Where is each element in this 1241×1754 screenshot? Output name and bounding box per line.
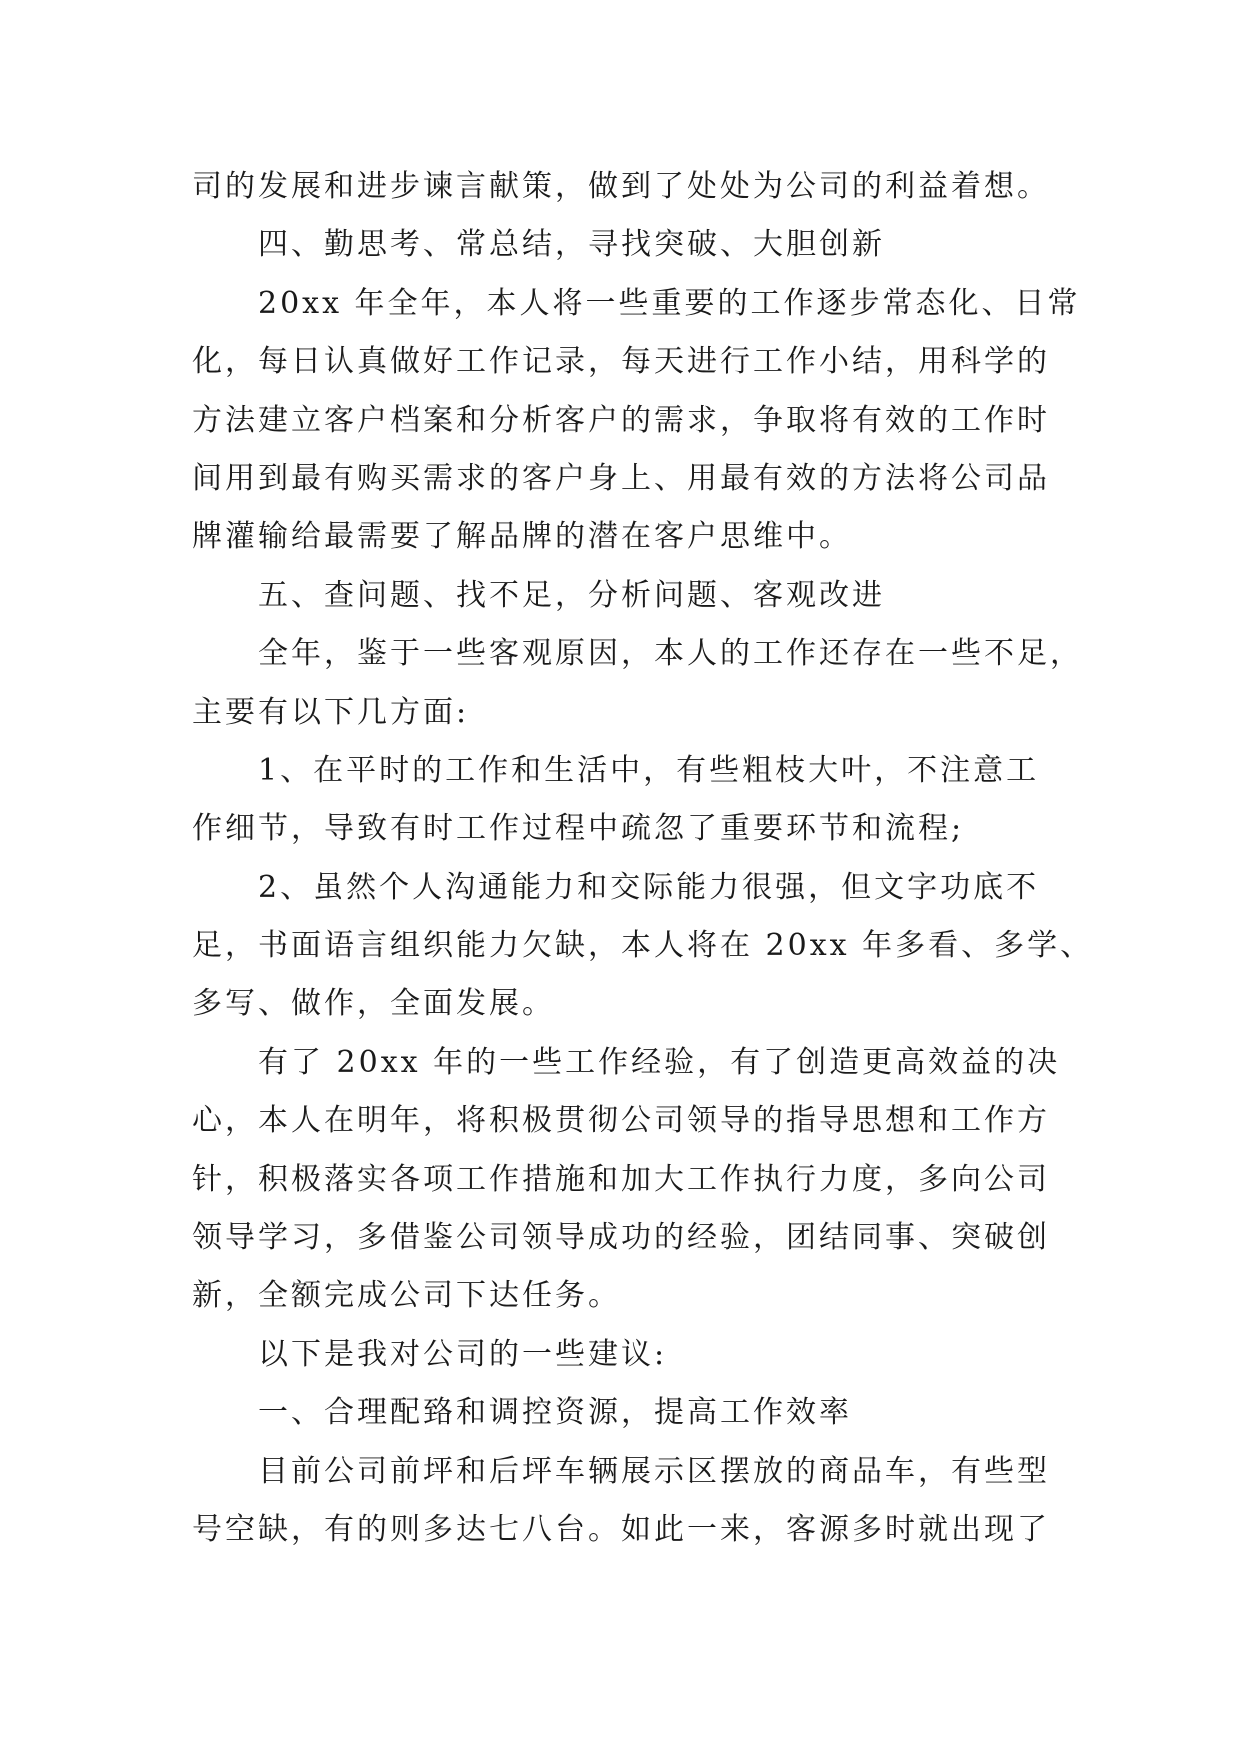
- list-item-text: 作细节，导致有时工作过程中疏忽了重要环节和流程;: [192, 811, 965, 847]
- text-line: 方法建立客户档案和分析客户的需求，争取将有效的工作时: [192, 402, 1050, 438]
- text-line: 化，每日认真做好工作记录，每天进行工作小结，用科学的: [192, 344, 1050, 380]
- text-line: 目前公司前坪和后坪车辆展示区摆放的商品车，有些型: [258, 1453, 1050, 1489]
- section-heading: 四、勤思考、常总结，寻找突破、大胆创新: [258, 227, 885, 263]
- text-line: 针，积极落实各项工作措施和加大工作执行力度，多向公司: [192, 1161, 1050, 1197]
- list-item-text: 1、在平时的工作和生活中，有些粗枝大叶，不注意工: [258, 752, 1040, 788]
- text-line: 20xx 年全年，本人将一些重要的工作逐步常态化、日常: [258, 285, 1081, 321]
- document-body: [192, 158, 1094, 1559]
- list-item-text: 足，书面语言组织能力欠缺，本人将在 20xx 年多看、多学、: [192, 928, 1094, 964]
- text-line: 牌灌输给最需要了解品牌的潜在客户思维中。: [192, 519, 852, 555]
- text-line: 有了 20xx 年的一些工作经验，有了创造更高效益的决: [258, 1044, 1061, 1080]
- text-line: 主要有以下几方面:: [192, 694, 470, 730]
- section-heading: 一、合理配臵和调控资源，提高工作效率: [258, 1395, 852, 1431]
- text-line: 以下是我对公司的一些建议:: [258, 1336, 668, 1372]
- list-item-text: 多写、做作，全面发展。: [192, 986, 555, 1022]
- text-line: 号空缺，有的则多达七八台。如此一来，客源多时就出现了: [192, 1511, 1050, 1547]
- list-item-text: 2、虽然个人沟通能力和交际能力很强，但文字功底不: [258, 869, 1040, 905]
- text-line: 心，本人在明年，将积极贯彻公司领导的指导思想和工作方: [192, 1103, 1050, 1139]
- text-line: 司的发展和进步谏言献策，做到了处处为公司的利益着想。: [192, 169, 1050, 204]
- text-line: 间用到最有购买需求的客户身上、用最有效的方法将公司品: [192, 460, 1050, 496]
- section-heading: 五、查问题、找不足，分析问题、客观改进: [258, 577, 885, 613]
- text-line: 全年，鉴于一些客观原因，本人的工作还存在一些不足，: [258, 636, 1083, 672]
- text-line: 新，全额完成公司下达任务。: [192, 1278, 621, 1314]
- text-line: 领导学习，多借鉴公司领导成功的经验，团结同事、突破创: [192, 1220, 1050, 1256]
